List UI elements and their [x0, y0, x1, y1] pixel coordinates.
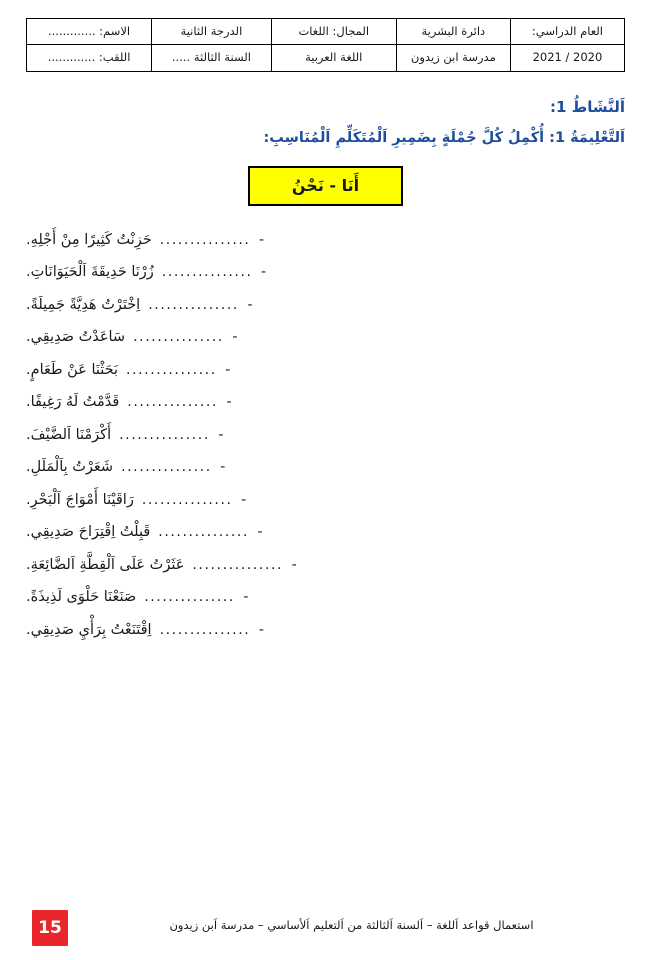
list-item: [26, 264, 625, 280]
sentence-text: صَنَعْنَا حَلْوَى لَذِيذَةً.: [26, 589, 137, 606]
header-cell-subject: اللغة العربية: [271, 45, 396, 71]
sentence-text: حَزِنْتُ كَثِيرًا مِنْ أَجْلِهِ.: [26, 231, 152, 248]
list-item: [26, 297, 625, 313]
sentence-text: أَكْرَمْنَا اَلضَّيْفَ.: [26, 426, 112, 443]
activity-instruction: اَلتَّعْلِيمَةُ 1: أُكْمِلُ كُلَّ جُمْلَةٍ بِضَمِيرِ اَلْمُتَكَلِّمِ اَلْمُنَاسِبِ:: [263, 129, 625, 146]
sentence-text: زُرْنَا حَدِيقَةَ اَلْحَيَوَانَاتِ.: [26, 264, 154, 281]
header-cell-year-value: 2020 / 2021: [510, 45, 624, 71]
sentence-list: [26, 232, 625, 638]
list-item-dash: -: [218, 426, 224, 443]
list-item-dash: -: [232, 329, 238, 346]
sentence-text: شَعَرْتُ بِاَلْمَلَلِ.: [26, 459, 114, 476]
list-item: [26, 394, 625, 410]
sentence-text: قَبِلْتُ اِقْتِرَاحَ صَدِيقِي.: [26, 524, 151, 541]
header-cell-directorate: دائرة البشرية: [396, 19, 510, 45]
sentence-text: اِقْتَنَعْتُ بِرَأْيِ صَدِيقِي.: [26, 621, 152, 638]
header-cell-name: الاسم: .............: [27, 19, 152, 45]
list-item-dash: -: [257, 524, 263, 541]
list-item: [26, 622, 625, 638]
header-cell-class: السنة الثالثة .....: [152, 45, 272, 71]
header-info-table: [26, 18, 625, 72]
list-item: [26, 524, 625, 540]
answer-blank[interactable]: ...............: [192, 556, 284, 573]
answer-blank[interactable]: ...............: [148, 296, 239, 313]
sentence-text: اِخْتَرْتُ هَدِيَّةً جَمِيلَةً.: [26, 296, 141, 313]
answer-blank[interactable]: ...............: [158, 524, 250, 541]
list-item-dash: -: [243, 589, 249, 606]
sentence-text: رَاقَيْنَا أَمْوَاجَ اَلْبَحْرِ.: [26, 491, 134, 508]
answer-blank[interactable]: ...............: [141, 491, 233, 508]
sentence-text: سَاعَدْتُ صَدِيقِي.: [26, 329, 126, 346]
list-item: [26, 362, 625, 378]
list-item-dash: -: [225, 361, 231, 378]
list-item: [26, 329, 625, 345]
list-item-dash: -: [291, 556, 297, 573]
list-item-dash: -: [258, 231, 265, 248]
header-cell-school-year: العام الدراسي:: [510, 19, 624, 45]
highlighted-word-box: أَنَا - نَحْنُ: [248, 166, 403, 206]
activity-title: اَلنَّشَاطُ 1:: [549, 97, 625, 116]
answer-blank[interactable]: ...............: [161, 264, 253, 281]
answer-blank[interactable]: ...............: [159, 621, 251, 638]
list-item: [26, 232, 625, 248]
list-item: [26, 492, 625, 508]
answer-blank[interactable]: ...............: [133, 329, 224, 346]
answer-blank[interactable]: ...............: [119, 426, 210, 443]
header-cell-surname: اللقب: .............: [27, 45, 152, 71]
word-box-container: [26, 166, 625, 206]
page-number-badge: 15: [32, 910, 68, 946]
list-item-dash: -: [261, 264, 267, 281]
header-cell-school-name: مدرسة ابن زيدون: [396, 45, 510, 71]
sentence-text: عَثَرْتُ عَلَى اَلْقِطَّةِ اَلضَّائِعَةِ.: [26, 556, 185, 573]
list-item: [26, 427, 625, 443]
header-cell-grade: الدرجة الثانية: [152, 19, 272, 45]
list-item-dash: -: [247, 296, 253, 313]
footer-text: استعمال قواعد اَللغة – اَلسنة اَلثالثة من اَلتعليم اَلأساسي – مدرسة اَبن زيدون: [169, 918, 534, 932]
list-item-dash: -: [220, 459, 226, 476]
page-footer: [26, 918, 625, 938]
list-item-dash: -: [258, 621, 264, 638]
list-item: [26, 589, 625, 605]
list-item-dash: -: [226, 394, 232, 411]
table-row: [27, 19, 625, 45]
answer-blank[interactable]: ...............: [144, 589, 235, 606]
list-item: [26, 459, 625, 475]
sentence-text: بَحَثْنَا عَنْ طَعَامٍ.: [26, 361, 119, 378]
answer-blank[interactable]: ...............: [127, 394, 219, 411]
list-item: [26, 557, 625, 573]
list-item-dash: -: [241, 491, 247, 508]
answer-blank[interactable]: ...............: [159, 231, 251, 248]
header-cell-field: المجال: اللغات: [271, 19, 396, 45]
table-row: [27, 45, 625, 71]
answer-blank[interactable]: ...............: [126, 361, 217, 378]
sentence-text: قَدَّمْتُ لَهُ رَغِيفًا.: [26, 394, 120, 411]
answer-blank[interactable]: ...............: [121, 459, 212, 476]
